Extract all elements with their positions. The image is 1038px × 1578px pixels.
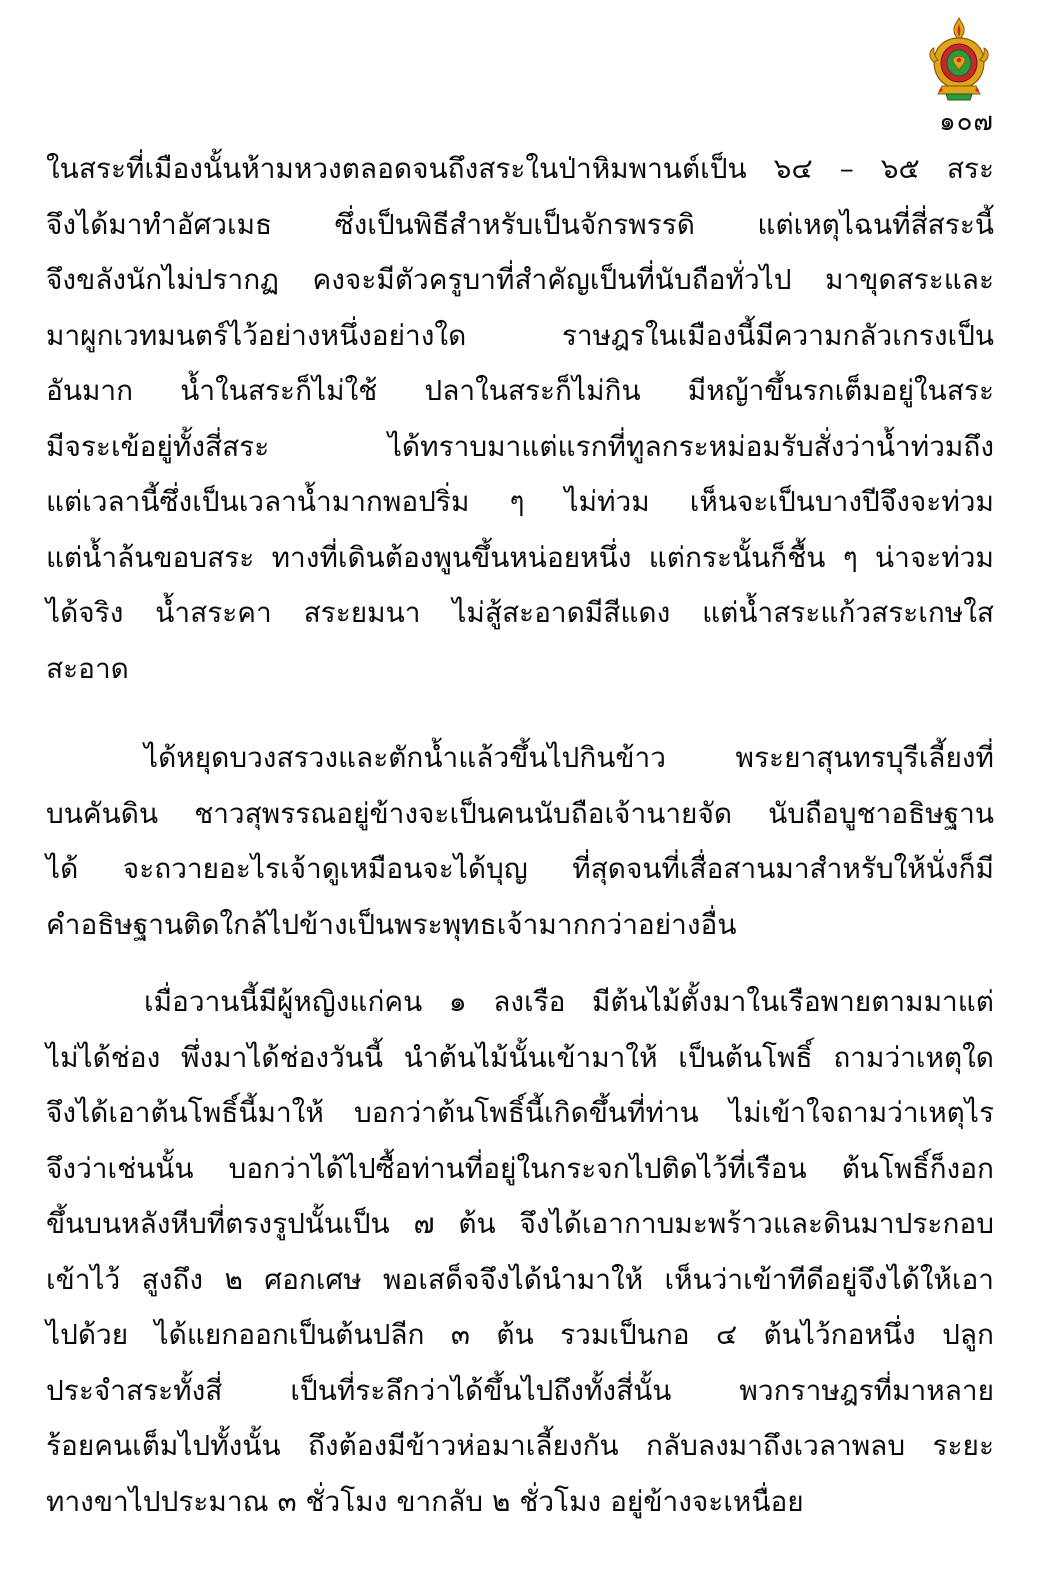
text-line: สะอาด: [46, 651, 129, 685]
text-line: คำอธิษฐานติดใกล้ไปข้างเป็นพระพุทธเจ้ามากกว่าอย่างอื่น: [46, 907, 737, 941]
text-line: ขึ้นบนหลังหีบที่ตรงรูปนั้นเป็น ๗ ต้น จึงได้เอากาบมะพร้าวและดินมาประกอบ: [46, 1207, 994, 1240]
paragraph-2: [46, 730, 994, 952]
text-line: ในสระที่เมืองนั้นห้ามหวงตลอดจนถึงสระในป่าหิมพานต์เป็น ๖๔ – ๖๕ สระ: [46, 152, 994, 185]
text-line: เข้าไว้ สูงถึง ๒ ศอกเศษ พอเสด็จจึงได้นำมาให้ เห็นว่าเข้าทีดีอยู่จึงได้ให้เอา: [46, 1262, 994, 1296]
text-line: จึงว่าเช่นนั้น บอกว่าได้ไปซื้อท่านที่อยู่ในกระจกไปติดไว้ที่เรือน ต้นโพธิ์ก็งอก: [46, 1151, 994, 1185]
paragraph-spacer: [46, 952, 994, 974]
text-line: จึงได้เอาต้นโพธิ์นี้มาให้ บอกว่าต้นโพธิ์นี้เกิดขึ้นที่ท่าน ไม่เข้าใจถามว่าเหตุไร: [46, 1096, 994, 1129]
text-line: จึงได้มาทำอัศวเมธ ซึ่งเป็นพิธีสำหรับเป็นจักรพรรดิ แต่เหตุไฉนที่สี่สระนี้: [46, 207, 994, 241]
text-line: ประจำสระทั้งสี่ เป็นที่ระลึกว่าได้ขึ้นไปถึงทั้งสี่นั้น พวกราษฎรที่มาหลาย: [46, 1373, 994, 1407]
text-line: มีจระเข้อยู่ทั้งสี่สระ ได้ทราบมาแต่แรกที่ทูลกระหม่อมรับสั่งว่าน้ำท่วมถึง: [46, 429, 994, 463]
text-line: แต่เวลานี้ซึ่งเป็นเวลาน้ำมากพอปริ่ม ๆ ไม่ท่วม เห็นจะเป็นบางปีจึงจะท่วม: [46, 485, 994, 518]
body-text: [46, 141, 994, 1529]
text-line: บนคันดิน ชาวสุพรรณอยู่ข้างจะเป็นคนนับถือเจ้านายจัด นับถือบูชาอธิษฐาน: [46, 796, 994, 830]
text-line: มาผูกเวทมนตร์ไว้อย่างหนึ่งอย่างใด ราษฎรในเมืองนี้มีความกลัวเกรงเป็น: [46, 318, 994, 352]
paragraph-spacer: [46, 696, 994, 730]
text-line: แต่น้ำล้นขอบสระ ทางที่เดินต้องพูนขึ้นหน่อยหนึ่ง แต่กระนั้นก็ชื้น ๆ น่าจะท่วม: [46, 540, 994, 574]
text-line: เมื่อวานนี้มีผู้หญิงแก่คน ๑ ลงเรือ มีต้นไม้ตั้งมาในเรือพายตามมาแต่: [144, 985, 994, 1018]
royal-crest-emblem-icon: [926, 16, 992, 102]
text-line: ร้อยคนเต็มไปทั้งนั้น ถึงต้องมีข้าวห่อมาเลี้ยงกัน กลับลงมาถึงเวลาพลบ ระยะ: [46, 1429, 994, 1462]
text-line: ได้หยุดบวงสรวงและตักน้ำแล้วขึ้นไปกินข้าว พระยาสุนทรบุรีเลี้ยงที่: [144, 741, 994, 774]
text-line: จึงขลังนักไม่ปรากฏ คงจะมีตัวครูบาที่สำคัญเป็นที่นับถือทั่วไป มาขุดสระและ: [46, 263, 994, 296]
paragraph-1: [46, 141, 994, 696]
paragraph-3: [46, 974, 994, 1529]
text-line: อันมาก น้ำในสระก็ไม่ใช้ ปลาในสระก็ไม่กิน มีหญ้าขึ้นรกเต็มอยู่ในสระ: [46, 374, 994, 407]
page-number: ๑๐๗: [939, 107, 994, 137]
text-line: ไปด้วย ได้แยกออกเป็นต้นปลีก ๓ ต้น รวมเป็นกอ ๔ ต้นไว้กอหนึ่ง ปลูก: [46, 1318, 994, 1351]
text-line: ได้ จะถวายอะไรเจ้าดูเหมือนจะได้บุญ ที่สุดจนที่เสื่อสานมาสำหรับให้นั่งก็มี: [46, 852, 994, 885]
text-line: ทางขาไปประมาณ ๓ ชั่วโมง ขากลับ ๒ ชั่วโมง อยู่ข้างจะเหนื่อย: [46, 1484, 804, 1518]
text-line: ไม่ได้ช่อง พึ่งมาได้ช่องวันนี้ นำต้นไม้นั้นเข้ามาให้ เป็นต้นโพธิ์ ถามว่าเหตุใด: [46, 1040, 994, 1074]
text-line: ได้จริง น้ำสระคา สระยมนา ไม่สู้สะอาดมีสีแดง แต่น้ำสระแก้วสระเกษใส: [46, 596, 994, 629]
